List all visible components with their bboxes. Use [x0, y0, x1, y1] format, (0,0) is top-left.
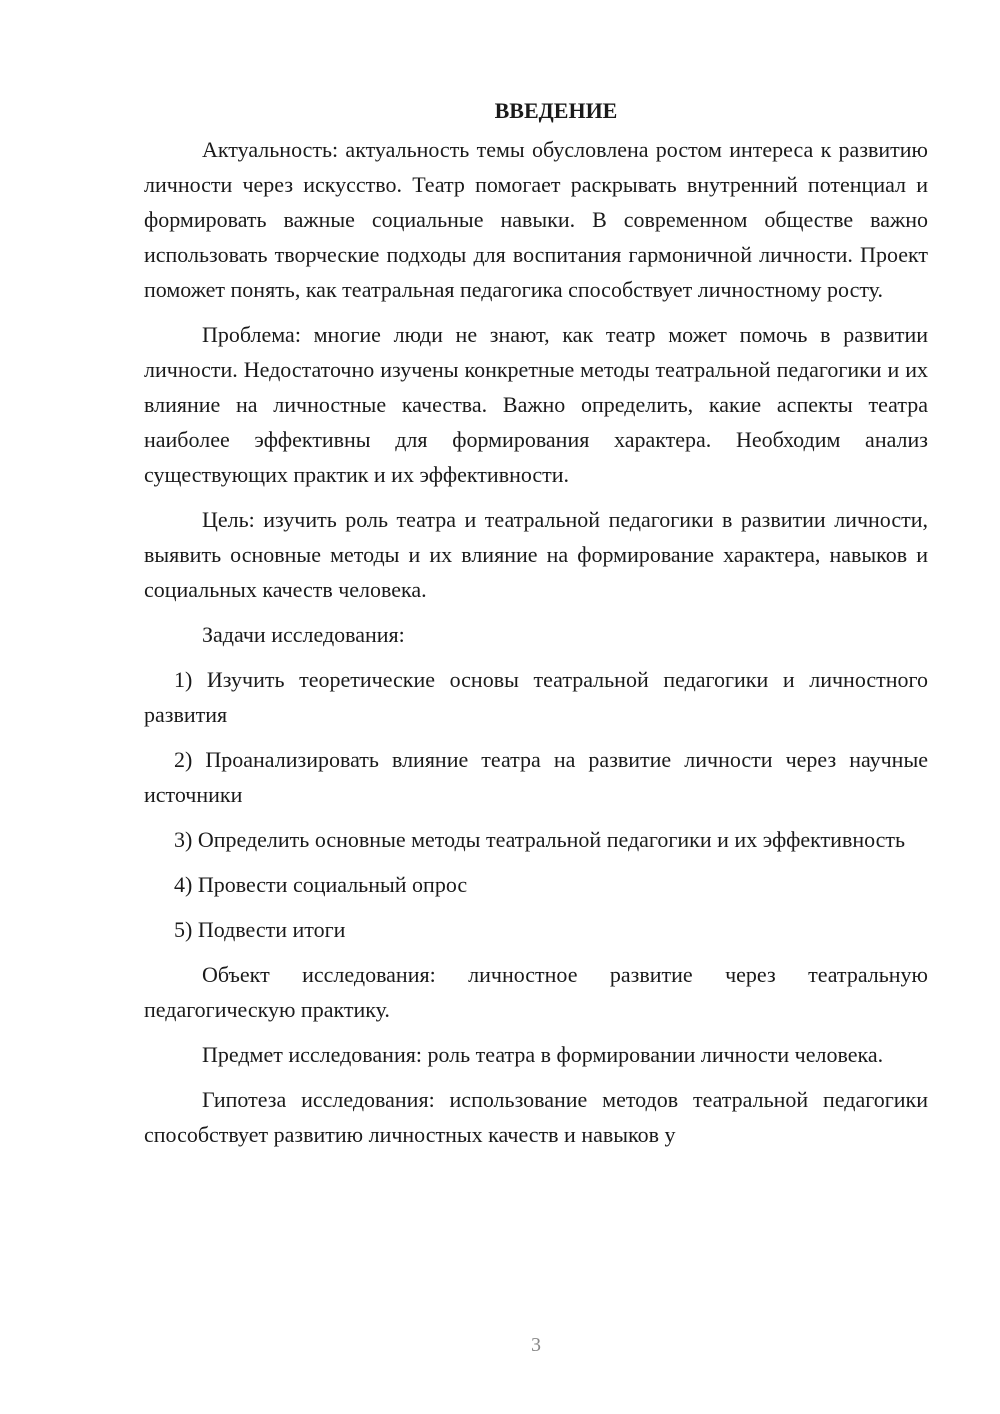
- paragraph-relevance: Актуальность: актуальность темы обусловлена ростом интереса к развитию личности через искусство. Театр помогает раскрывать внутренний потенциал и формировать важные социальные навыки. В современном обществе важно использовать творческие подходы для воспитания гармоничной личности. Проект поможет понять, как театральная педагогика способствует личностному росту.: [144, 137, 928, 302]
- paragraph-object: Объект исследования: личностное развитие через театральную педагогическую практику.: [144, 962, 928, 1022]
- paragraph-subject: Предмет исследования: роль театра в формировании личности человека.: [202, 1042, 884, 1067]
- section-title: ВВЕДЕНИЕ: [494, 98, 618, 123]
- task-item-1: 1) Изучить теоретические основы театральной педагогики и личностного развития: [144, 667, 928, 727]
- task-item-5: 5) Подвести итоги: [174, 917, 346, 942]
- paragraph-goal: Цель: изучить роль театра и театральной педагогики в развитии личности, выявить основные методы и их влияние на формирование характера, навыков и социальных качеств человека.: [144, 507, 928, 602]
- paragraph-tasks-heading: Задачи исследования:: [202, 622, 405, 647]
- paragraph-hypothesis: Гипотеза исследования: использование методов театральной педагогики способствует развитию личностных качеств и навыков у: [144, 1087, 928, 1147]
- task-item-2: 2) Проанализировать влияние театра на развитие личности через научные источники: [144, 747, 928, 807]
- page-number: 3: [531, 1334, 541, 1356]
- paragraph-problem: Проблема: многие люди не знают, как театр может помочь в развитии личности. Недостаточно изучены конкретные методы театральной педагогики и их влияние на личностные качества. Важно определить, какие аспекты театра наиболее эффективны для формирования характера. Необходим анализ существующих практик и их эффективности.: [144, 322, 928, 487]
- task-item-4: 4) Провести социальный опрос: [174, 872, 468, 897]
- task-item-3: 3) Определить основные методы театральной педагогики и их эффективность: [174, 827, 906, 852]
